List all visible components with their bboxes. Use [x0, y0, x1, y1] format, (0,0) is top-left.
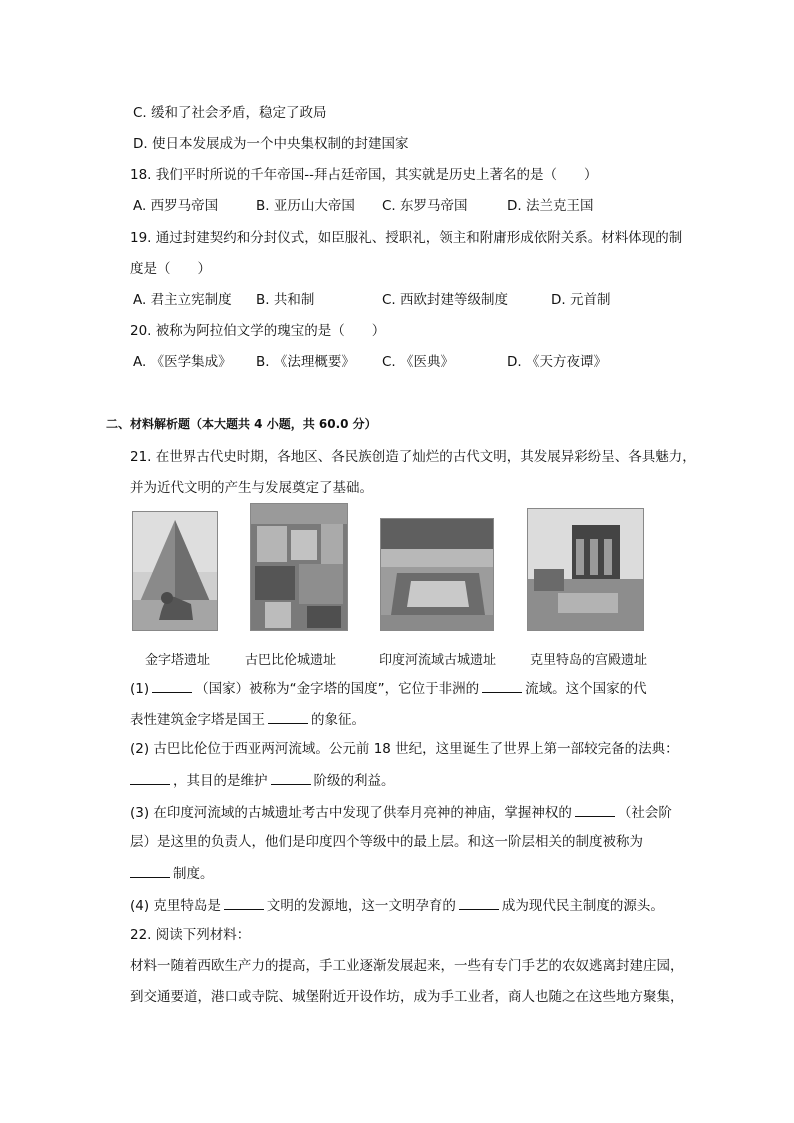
- answer-blank[interactable]: [152, 678, 192, 693]
- text-segment: (3) 在印度河流域的古城遗址考古中发现了供奉月亮神的神庙，掌握神权的: [130, 805, 572, 821]
- text-segment: 制度。: [173, 866, 214, 882]
- answer-blank[interactable]: [482, 678, 522, 693]
- text-segment: ，其目的是维护: [173, 773, 268, 789]
- caption-pyramid: 金字塔遗址: [145, 653, 211, 668]
- q19-option-b: B. 共和制: [256, 292, 315, 308]
- section-heading: 二、材料解析题（本大题共 4 小题，共 60.0 分）: [106, 417, 377, 431]
- caption-crete: 克里特岛的宫殿遗址: [530, 653, 648, 668]
- text-segment: 成为现代民主制度的源头。: [501, 898, 664, 914]
- q18-option-b: B. 亚历山大帝国: [256, 198, 355, 214]
- q21-part1-line2: [130, 709, 365, 729]
- text-segment: 阶级的利益。: [313, 773, 395, 789]
- q19-stem-line1: 19. 通过封建契约和分封仪式，如臣服礼、授职礼，领主和附庸形成依附关系。材料体现的制: [130, 230, 683, 246]
- indus-photo: [380, 518, 494, 631]
- q20-option-a: A. 《医学集成》: [133, 354, 232, 370]
- q18-option-c: C. 东罗马帝国: [382, 198, 468, 214]
- answer-blank[interactable]: [459, 895, 499, 910]
- q21-part3-line2: 层）是这里的负责人，他们是印度四个等级中的最上层。和这一阶层相关的制度被称为: [130, 834, 643, 850]
- q21-part3-line1: [130, 802, 672, 822]
- crete-palace-photo: [527, 508, 644, 631]
- text-segment: (4) 克里特岛是: [130, 898, 221, 914]
- text-segment: （社会阶: [617, 805, 672, 821]
- q19-option-a: A. 君主立宪制度: [133, 292, 232, 308]
- q20-option-b: B. 《法理概要》: [256, 354, 355, 370]
- babylon-photo: [250, 503, 348, 631]
- q20-option-d: D. 《天方夜谭》: [507, 354, 607, 370]
- q17-option-d: D. 使日本发展成为一个中央集权制的封建国家: [133, 136, 409, 152]
- answer-blank[interactable]: [130, 863, 170, 878]
- q21-part4: [130, 895, 664, 915]
- q22-material1-line2: 到交通要道，港口或寺院、城堡附近开设作坊，成为手工业者，商人也随之在这些地方聚集，: [130, 989, 684, 1005]
- caption-babylon: 古巴比伦城遗址: [245, 653, 337, 668]
- text-segment: 流域。这个国家的代: [525, 681, 647, 697]
- q21-part2-line2: [130, 770, 395, 790]
- q19-option-d: D. 元首制: [551, 292, 611, 308]
- q18-stem: 18. 我们平时所说的千年帝国--拜占廷帝国，其实就是历史上著名的是（ ）: [130, 167, 598, 183]
- text-segment: 的象征。: [311, 712, 365, 728]
- q20-option-c: C. 《医典》: [382, 354, 455, 370]
- answer-blank[interactable]: [224, 895, 264, 910]
- answer-blank[interactable]: [130, 770, 170, 785]
- q18-option-d: D. 法兰克王国: [507, 198, 594, 214]
- q19-option-c: C. 西欧封建等级制度: [382, 292, 509, 308]
- q20-stem: 20. 被称为阿拉伯文学的瑰宝的是（ ）: [130, 323, 386, 339]
- q21-intro-line1: 21. 在世界古代史时期，各地区、各民族创造了灿烂的古代文明，其发展异彩纷呈、各具魅力，: [130, 449, 696, 465]
- q17-option-c: C. 缓和了社会矛盾，稳定了政局: [133, 105, 327, 121]
- q21-part1-line1: [130, 678, 647, 698]
- q21-part3-line3: [130, 863, 214, 883]
- pyramid-photo: [132, 511, 218, 631]
- text-segment: （国家）被称为“金字塔的国度”，它位于非洲的: [195, 681, 480, 697]
- caption-indus: 印度河流域古城遗址: [379, 653, 497, 668]
- q21-intro-line2: 并为近代文明的产生与发展奠定了基础。: [130, 480, 373, 496]
- q22-stem: 22. 阅读下列材料：: [130, 927, 251, 943]
- answer-blank[interactable]: [271, 770, 311, 785]
- text-segment: 文明的发源地，这一文明孕育的: [266, 898, 456, 914]
- text-segment: 表性建筑金字塔是国王: [130, 712, 265, 728]
- answer-blank[interactable]: [575, 802, 615, 817]
- text-segment: (1): [130, 681, 150, 697]
- q18-option-a: A. 西罗马帝国: [133, 198, 219, 214]
- q21-part2-line1: (2) 古巴比伦位于西亚两河流域。公元前 18 世纪，这里诞生了世界上第一部较完备的法典：: [130, 741, 679, 757]
- q19-stem-line2: 度是（ ）: [130, 261, 211, 277]
- answer-blank[interactable]: [268, 709, 308, 724]
- q22-material1-line1: 材料一随着西欧生产力的提高，手工业逐渐发展起来，一些有专门手艺的农奴逃离封建庄园，: [130, 958, 684, 974]
